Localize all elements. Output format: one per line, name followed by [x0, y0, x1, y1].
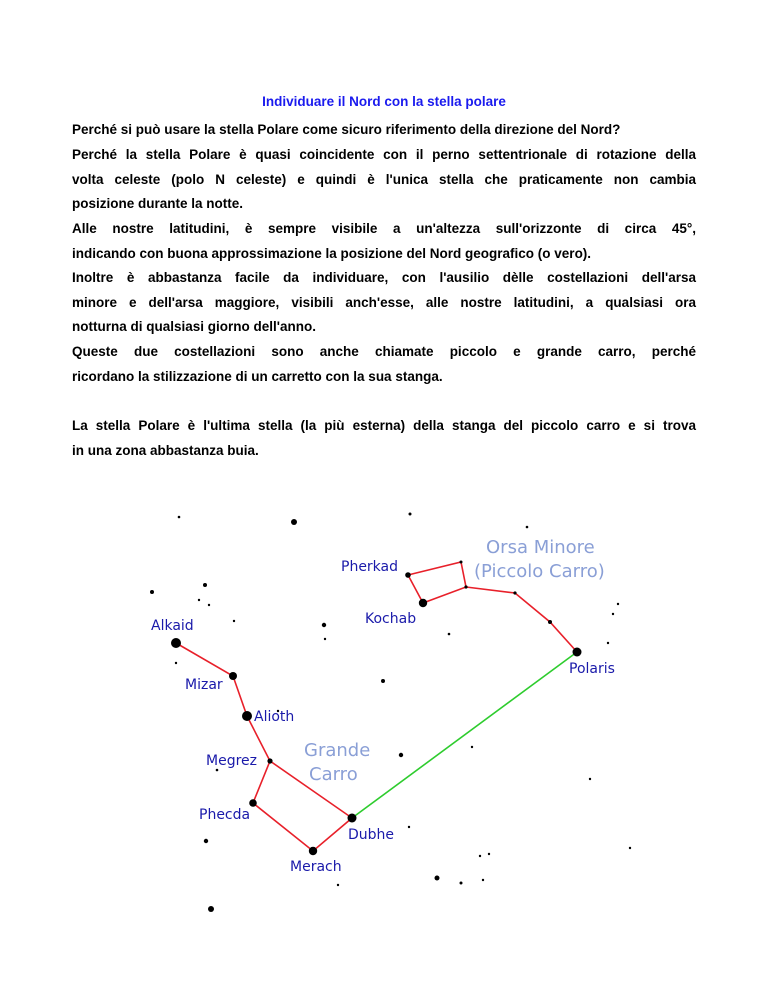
text-line: ricordano la stilizzazione di un carretto con la sua stanga.	[72, 368, 443, 384]
text-line: volta celeste (polo N celeste) e quindi è l'unica stella che praticamente non cambia	[72, 171, 696, 187]
text-line: Queste due costellazioni sono anche chiamate piccolo e grande carro, perché	[72, 344, 696, 359]
label-polaris: Polaris	[569, 661, 615, 677]
star-alioth	[242, 711, 252, 721]
star-orsa-minore-3	[513, 591, 516, 594]
text-line: indicando con buona approssimazione la posizione del Nord geografico (o vero).	[72, 245, 592, 261]
document-title: Individuare il Nord con la stella polare	[262, 94, 506, 109]
text-line: Perché la stella Polare è quasi coincidente con il perno settentrionale di rotazione della	[72, 147, 696, 162]
paragraph-constellations	[72, 266, 696, 340]
label-merach: Merach	[290, 859, 342, 875]
label-megrez: Megrez	[206, 753, 257, 769]
star-polaris	[573, 648, 582, 657]
star-phecda	[249, 799, 257, 807]
star-pherkad	[405, 572, 411, 578]
label-kochab: Kochab	[365, 611, 417, 627]
label-pherkad: Pherkad	[341, 559, 399, 575]
label-alkaid: Alkaid	[151, 618, 194, 634]
star-orsa-minore-2	[464, 585, 467, 588]
paragraph-answer	[72, 143, 696, 217]
text-line: notturna di qualsiasi giorno dell'anno.	[72, 319, 316, 335]
paragraph-question	[72, 118, 696, 143]
paragraph-carro	[72, 340, 696, 389]
text-line: in una zona abbastanza buia.	[72, 442, 259, 458]
text-line: Alle nostre latitudini, è sempre visibile a un'altezza sull'orizzonte di circa 45°,	[72, 221, 696, 236]
star-orsa-minore-4	[548, 620, 552, 624]
label-carro: Carro	[309, 764, 358, 785]
label-piccolo-carro: (Piccolo Carro)	[474, 561, 605, 582]
pointer-line-to-polaris	[352, 652, 577, 818]
label-phecda: Phecda	[199, 807, 251, 823]
star-megrez	[267, 758, 272, 763]
text-line: Inoltre è abbastanza facile da individuare, con l'ausilio dèlle costellazioni dell'arsa	[72, 270, 696, 285]
text-line: Perché si può usare la stella Polare come sicuro riferimento della direzione del Nord?	[72, 122, 621, 137]
star-alkaid	[171, 638, 181, 648]
label-alioth: Alioth	[254, 709, 295, 725]
text-line: La stella Polare è l'ultima stella (la più esterna) della stanga del piccolo carro e si trova	[72, 418, 696, 433]
label-orsa-minore: Orsa Minore	[486, 537, 595, 558]
star-merach	[309, 847, 317, 855]
star-dubhe	[348, 814, 357, 823]
text-line: minore e dell'arsa maggiore, visibili anch'esse, alle nostre latitudini, a qualsiasi ora	[72, 294, 696, 310]
paragraph-polaris-location	[72, 414, 696, 463]
label-dubhe: Dubhe	[348, 827, 395, 843]
text-line: posizione durante la notte.	[72, 196, 244, 212]
label-grande: Grande	[304, 740, 371, 761]
star-map-diagram	[140, 500, 650, 940]
star-orsa-minore-1	[460, 561, 463, 564]
label-mizar: Mizar	[185, 677, 223, 693]
star-mizar	[229, 672, 237, 680]
paragraph-altitude	[72, 217, 696, 266]
star-kochab	[419, 599, 427, 607]
